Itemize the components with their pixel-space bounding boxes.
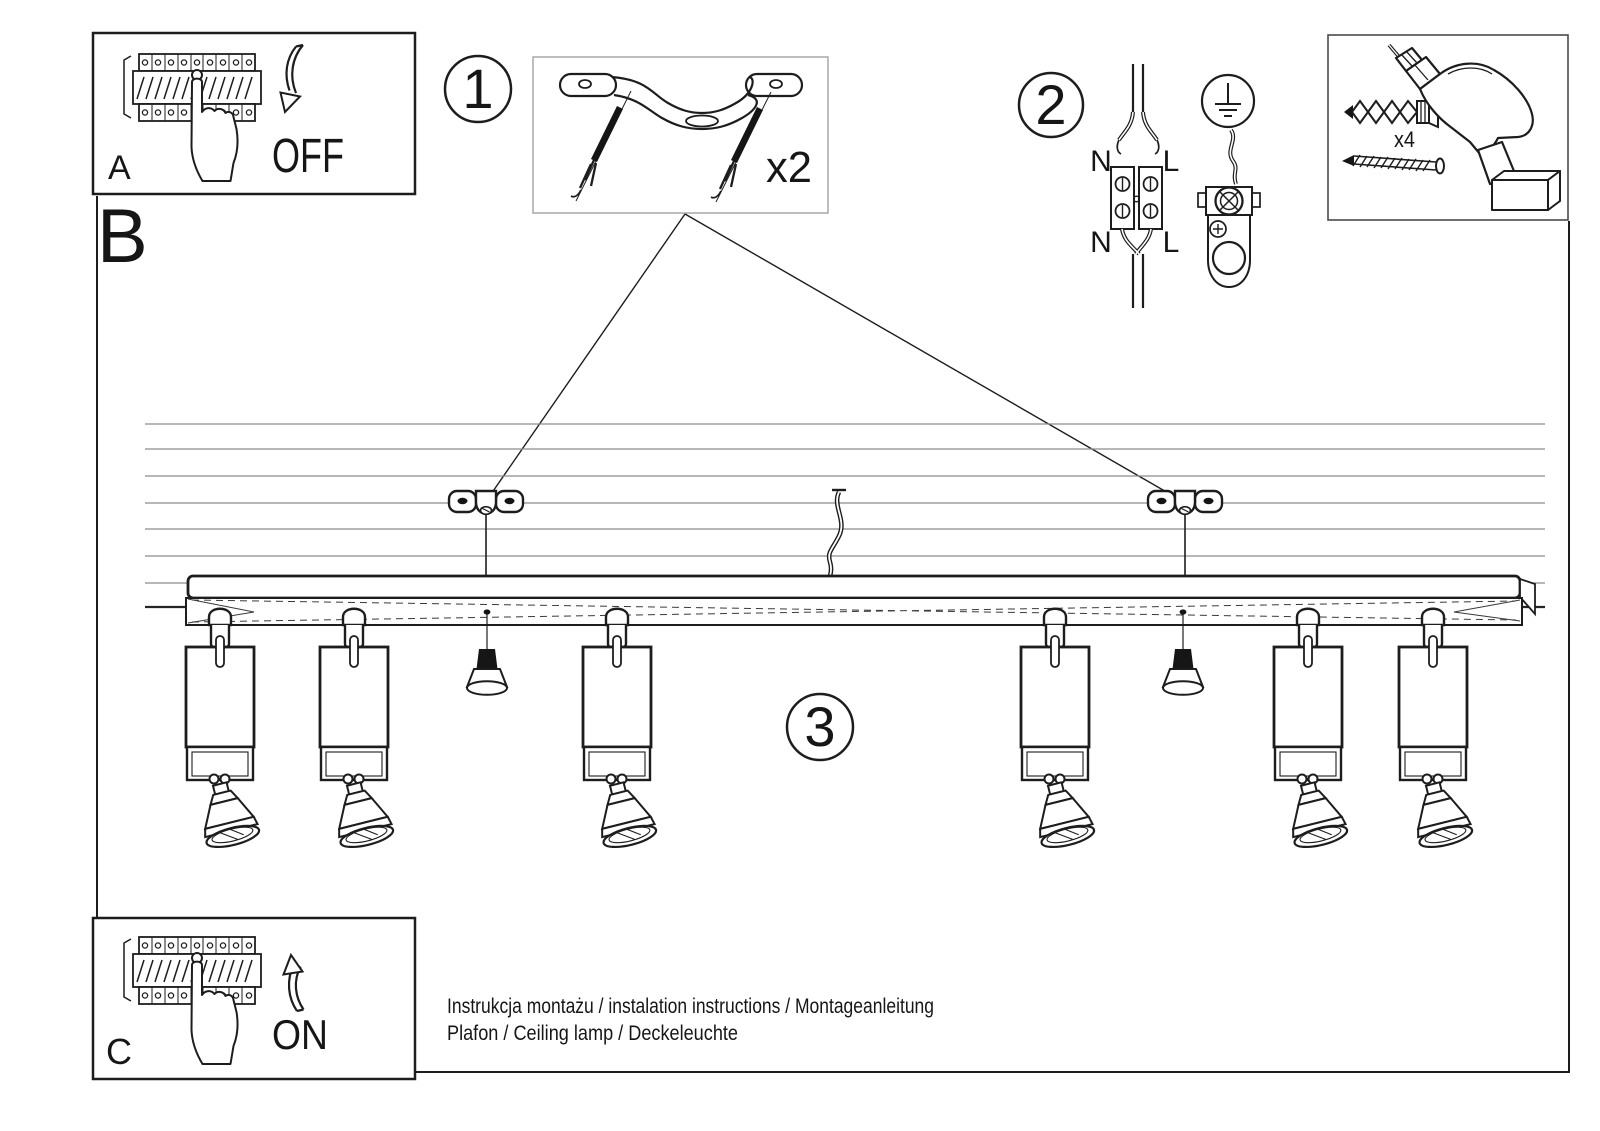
step1-quantity: x2 — [766, 143, 812, 192]
spotlight-6 — [1399, 609, 1474, 851]
ground-terminal-icon — [1198, 187, 1260, 287]
ceiling-lines — [145, 424, 1545, 583]
step2-number: 2 — [1035, 73, 1067, 136]
spotlight-2 — [320, 609, 395, 851]
ceiling-bracket-right-icon — [1148, 491, 1222, 514]
ground-wire-icon — [1230, 130, 1236, 184]
section-c-box — [93, 918, 415, 1079]
spotlight-4 — [1021, 609, 1096, 851]
mains-cable-bottom-icon — [1122, 229, 1151, 308]
label-c: C — [106, 1031, 132, 1072]
step3-number: 3 — [804, 695, 836, 758]
terminal-block-icon — [1111, 167, 1162, 229]
tools-quantity: x4 — [1394, 127, 1415, 152]
footer-line1: Instrukcja montażu / instalation instructions / Montageanleitung — [447, 995, 934, 1018]
section-a-box — [93, 33, 415, 194]
tools-box — [1328, 35, 1568, 220]
lamp-rail — [186, 576, 1535, 625]
label-a: A — [108, 149, 131, 187]
step1-number: 1 — [462, 57, 494, 120]
leader-lines — [489, 214, 1182, 501]
ceiling-bracket-left-icon — [449, 491, 523, 514]
spotlight-1 — [186, 609, 261, 851]
step3-group — [787, 694, 853, 760]
label-n-top: N — [1090, 145, 1112, 178]
spotlight-5 — [1274, 609, 1349, 851]
footer-line2: Plafon / Ceiling lamp / Deckeleuchte — [447, 1022, 738, 1045]
label-l-bottom: L — [1162, 226, 1180, 259]
label-n-bottom: N — [1090, 226, 1112, 259]
step2-group — [1019, 64, 1260, 308]
label-off: OFF — [272, 130, 344, 183]
label-b: B — [97, 194, 148, 279]
spotlight-3 — [583, 609, 658, 851]
label-on: ON — [272, 1011, 328, 1058]
mains-cable-top-icon — [1117, 64, 1158, 154]
step1-group — [445, 56, 828, 213]
ground-symbol-icon — [1202, 75, 1254, 127]
label-l-top: L — [1162, 145, 1180, 178]
